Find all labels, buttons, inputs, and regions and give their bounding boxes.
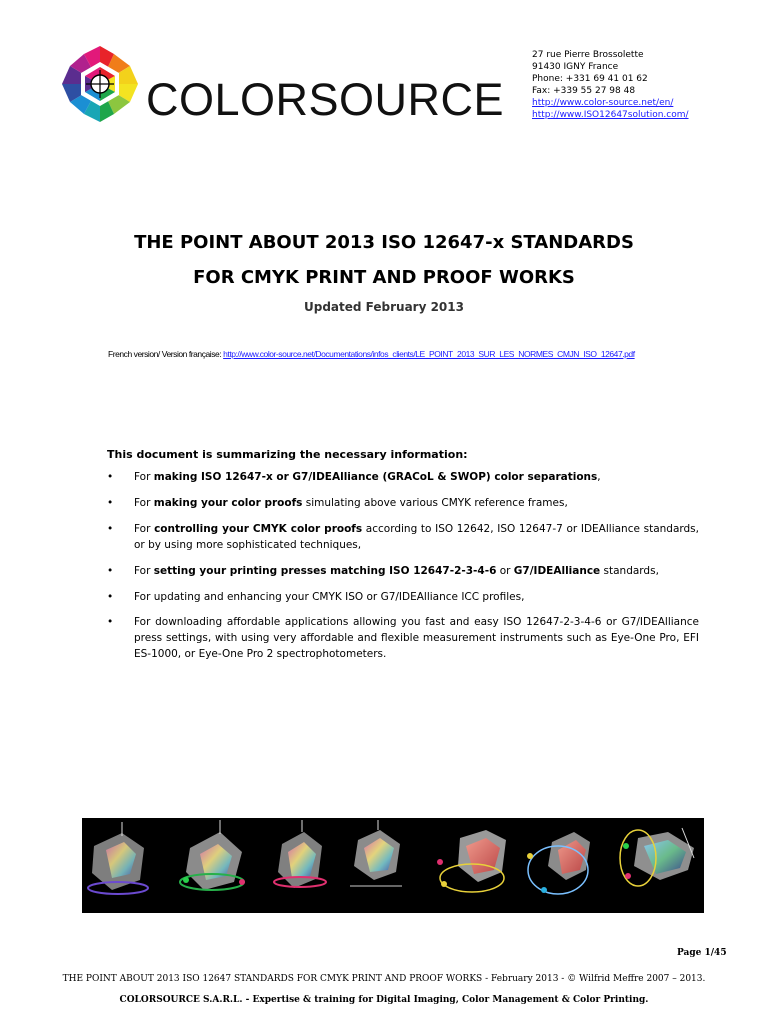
list-item: • For setting your printing presses matching ISO 12647-2-3-4-6 or G7/IDEAlliance standards,: [107, 565, 659, 577]
gamut-shape-7: [620, 828, 694, 886]
updated-date: Updated February 2013: [304, 300, 464, 314]
list-item: • For downloading affordable applications allowing you fast and easy ISO 12647-2-3-4-6 or G7/IDEAlliance press settings, with using very affordable and flexible measurement instruments such as Eye-One Pro, EFI ES-1000, or Eye-One Pro 2 spectrophotometers.: [107, 616, 699, 660]
color-gamut-images: [82, 818, 704, 913]
page-number: Page 1/45: [677, 948, 727, 958]
summary-list: [107, 469, 699, 662]
list-item: • For making ISO 12647-x or G7/IDEAlliance (GRACoL & SWOP) color separations,: [107, 471, 601, 483]
bullet-icon: •: [107, 565, 114, 577]
footer-company: COLORSOURCE S.A.R.L. - Expertise & training for Digital Imaging, Color Management & Color Printing.: [119, 995, 649, 1005]
bullet-icon: •: [107, 591, 114, 603]
bullet-icon: •: [107, 497, 114, 509]
website-link-en[interactable]: http://www.color-source.net/en/: [532, 98, 674, 108]
address-phone: Phone: +331 69 41 01 62: [532, 74, 648, 84]
french-version-label: French version/ Version française:: [108, 349, 224, 359]
contact-address: [532, 49, 689, 121]
gamut-shape-3: [274, 820, 326, 888]
gamut-shape-6: [527, 832, 590, 894]
bullet-icon: •: [107, 471, 114, 483]
gamut-shape-4: [350, 820, 402, 886]
brand-name: COLORSOURCE: [146, 74, 505, 125]
french-version-line: [108, 349, 635, 359]
summary-intro: This document is summarizing the necessary information:: [107, 448, 468, 461]
footer-title: THE POINT ABOUT 2013 ISO 12647 STANDARDS FOR CMYK PRINT AND PROOF WORKS - February 2013 - © Wilfrid Meffre 2007 – 2013.: [62, 974, 706, 984]
gamut-shape-2: [180, 820, 245, 890]
address-fax: Fax: +339 55 27 98 48: [532, 86, 636, 96]
list-item: • For making your color proofs simulating above various CMYK reference frames,: [107, 497, 568, 509]
website-link-iso[interactable]: http://www.ISO12647solution.com/: [532, 110, 689, 120]
bullet-icon: •: [107, 616, 114, 628]
gamut-shape-1: [88, 822, 148, 894]
bullet-icon: •: [107, 523, 114, 535]
colorsource-logo: [62, 46, 138, 122]
document-title-line2: FOR CMYK PRINT AND PROOF WORKS: [193, 267, 575, 288]
address-city: 91430 IGNY France: [532, 62, 619, 72]
list-item: • For controlling your CMYK color proofs according to ISO 12642, ISO 12647-7 or IDEAlliance standards, or by using more sophisticated techniques,: [107, 523, 699, 551]
address-street: 27 rue Pierre Brossolette: [532, 50, 644, 60]
document-title-line1: THE POINT ABOUT 2013 ISO 12647-x STANDARDS: [134, 232, 634, 253]
gamut-shape-5: [437, 830, 506, 892]
french-version-link[interactable]: http://www.color-source.net/Documentations/infos_clients/LE_POINT_2013_SUR_LES_NORMES_CMJN_ISO_12647.pdf: [223, 349, 635, 359]
list-item: • For updating and enhancing your CMYK ISO or G7/IDEAlliance ICC profiles,: [107, 591, 525, 603]
